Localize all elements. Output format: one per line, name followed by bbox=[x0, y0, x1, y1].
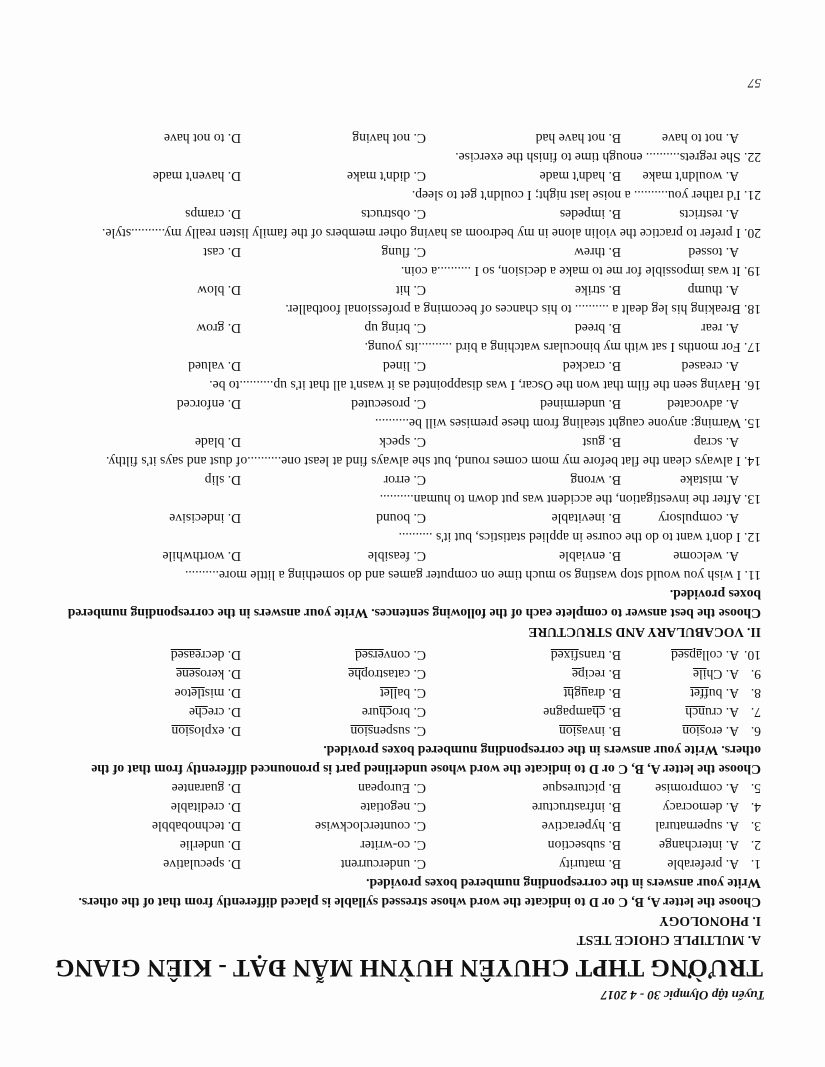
underlined-part: pe bbox=[571, 667, 585, 682]
option-text-before: D. decr bbox=[200, 648, 241, 663]
question-number: 9. bbox=[750, 667, 761, 682]
option-a bbox=[621, 722, 739, 741]
question-stem: 14. I always clean the flat before my mom comes round, but she always find at least one..........of dust and says it's filthy. bbox=[105, 454, 761, 469]
question-options bbox=[61, 243, 761, 262]
question-options bbox=[61, 798, 739, 817]
option-text-before: C. bro bbox=[392, 705, 426, 720]
stress-question-list bbox=[61, 779, 761, 874]
question-number: 5. bbox=[750, 781, 761, 796]
underlined-part: sion bbox=[682, 724, 706, 739]
underlined-part: ch bbox=[194, 705, 208, 720]
option-d bbox=[61, 703, 241, 722]
option-d: D. to not have bbox=[163, 131, 241, 146]
vocabulary-question bbox=[61, 319, 761, 357]
question-options bbox=[61, 167, 761, 186]
option-text-before: C. ba bbox=[397, 686, 426, 701]
option-b: B. not have had bbox=[535, 131, 621, 146]
option-text-before: B. dra bbox=[587, 686, 621, 701]
option-a: A. restricts bbox=[679, 207, 739, 222]
option-b: B. threw bbox=[574, 245, 621, 260]
option-b: B. inevitable bbox=[551, 511, 621, 526]
option-text-before: A. coll bbox=[702, 648, 739, 663]
option-d: D. haven't made bbox=[152, 169, 241, 184]
option-a: A. advocated bbox=[667, 397, 739, 412]
vocabulary-title: II. VOCABULARY AND STRUCTURE bbox=[528, 625, 761, 640]
option-b: B. impedes bbox=[559, 207, 621, 222]
question-options bbox=[61, 509, 761, 528]
option-c: C. not having bbox=[352, 131, 426, 146]
question-number: 10. bbox=[744, 648, 761, 663]
underlined-part: ch bbox=[379, 705, 393, 720]
option-text-before: D. cre bbox=[207, 705, 241, 720]
option-b: B. breed bbox=[574, 321, 621, 336]
question-options bbox=[61, 547, 761, 566]
option-c bbox=[241, 722, 426, 741]
option-b bbox=[426, 684, 621, 703]
pronunciation-instructions: Choose the letter A, B, C or D to indicate the word whose underlined part is pronounced differently from that of the others. Write your answers in the corresponding numbered boxes provided. bbox=[91, 743, 761, 777]
option-d: D. indecisive bbox=[169, 511, 241, 526]
option-text-before: A. ero bbox=[705, 724, 739, 739]
page-number: 57 bbox=[748, 76, 761, 91]
vocabulary-question bbox=[61, 357, 761, 395]
question-options bbox=[61, 357, 761, 376]
question-stem: 17. For months I sat with my binoculars watching a bird ..........its young. bbox=[364, 340, 761, 355]
pronunciation-question bbox=[61, 722, 761, 741]
option-b bbox=[426, 722, 621, 741]
option-text-before: D. mis bbox=[204, 686, 241, 701]
question-options bbox=[61, 433, 761, 452]
option-d: D. slip bbox=[204, 473, 241, 488]
vocabulary-question bbox=[61, 433, 761, 471]
underlined-part: ile bbox=[692, 667, 707, 682]
option-text-before: D. kero bbox=[200, 667, 241, 682]
underlined-part: sion bbox=[350, 724, 374, 739]
option-b: B. maturity bbox=[559, 857, 621, 872]
option-d: D. creditable bbox=[170, 800, 241, 815]
option-d: D. guarantee bbox=[171, 781, 241, 796]
option-c: C. counterclockwise bbox=[315, 819, 426, 834]
pronunciation-question bbox=[61, 684, 761, 703]
option-b: B. hyperactive bbox=[541, 819, 621, 834]
option-text-after: e bbox=[188, 705, 195, 720]
option-c bbox=[241, 703, 426, 722]
question-options bbox=[61, 684, 739, 703]
option-c: C. prosecuted bbox=[351, 397, 426, 412]
question-number: 3. bbox=[750, 819, 761, 834]
option-text-before: C. suspen bbox=[373, 724, 426, 739]
question-number: 2. bbox=[750, 838, 761, 853]
option-a: A. thump bbox=[687, 283, 739, 298]
option-a: A. wouldn't make bbox=[642, 169, 739, 184]
option-text-before: B. inva bbox=[581, 724, 621, 739]
option-a: A. compulsory bbox=[658, 511, 739, 526]
option-text-before: C. conv bbox=[383, 648, 426, 663]
option-b: B. subsection bbox=[547, 838, 621, 853]
option-a: A. tossed bbox=[688, 245, 739, 260]
vocabulary-question bbox=[61, 547, 761, 585]
option-b: B. hadn't made bbox=[539, 169, 621, 184]
question-options bbox=[61, 817, 739, 836]
vocabulary-question bbox=[61, 205, 761, 243]
option-c: C. bring up bbox=[364, 321, 426, 336]
option-c: C. feasible bbox=[367, 549, 426, 564]
option-b: B. strike bbox=[574, 283, 621, 298]
option-b: B. cracked bbox=[562, 359, 621, 374]
vocabulary-question bbox=[61, 509, 761, 547]
option-d: D. cramps bbox=[185, 207, 241, 222]
option-a: A. preferable bbox=[667, 857, 739, 872]
option-c: C. bound bbox=[376, 511, 426, 526]
option-d bbox=[61, 646, 241, 665]
question-options bbox=[61, 319, 761, 338]
underlined-part: ffet bbox=[690, 686, 709, 701]
option-c: C. co-writer bbox=[360, 838, 426, 853]
question-options bbox=[61, 703, 739, 722]
underlined-part: llet bbox=[379, 686, 398, 701]
option-c: C. obstructs bbox=[361, 207, 426, 222]
part-a-title: A. MULTIPLE CHOICE TEST bbox=[576, 933, 761, 948]
question-number: 4. bbox=[750, 800, 761, 815]
option-c: C. European bbox=[358, 781, 426, 796]
pronunciation-question bbox=[61, 665, 761, 684]
option-d: D. worthwhile bbox=[162, 549, 241, 564]
question-options bbox=[61, 205, 761, 224]
option-b: B. infrastructure bbox=[531, 800, 621, 815]
underlined-part: fixed bbox=[550, 648, 579, 663]
underlined-part: tle bbox=[191, 686, 205, 701]
question-options bbox=[61, 281, 761, 300]
option-d: D. technobabble bbox=[151, 819, 241, 834]
question-stem: 13. After the investigation, the accident was put down to human.......... bbox=[379, 492, 761, 507]
option-c: C. error bbox=[383, 473, 426, 488]
underlined-part: eased bbox=[170, 648, 201, 663]
option-a bbox=[621, 684, 739, 703]
stress-question bbox=[61, 855, 761, 874]
option-d: D. speculative bbox=[163, 857, 241, 872]
stress-question bbox=[61, 798, 761, 817]
option-text-before: A. bu bbox=[708, 686, 739, 701]
phonology-title: I. PHONOLOGY bbox=[659, 914, 761, 929]
question-options bbox=[61, 471, 761, 490]
option-a: A. welcome bbox=[673, 549, 739, 564]
vocabulary-question bbox=[61, 395, 761, 433]
option-d bbox=[61, 684, 241, 703]
question-number: 8. bbox=[750, 686, 761, 701]
option-text-before: B. reci bbox=[584, 667, 621, 682]
option-c bbox=[241, 665, 426, 684]
underlined-part: sion bbox=[171, 724, 195, 739]
underlined-part: nch bbox=[685, 705, 706, 720]
option-a: A. democracy bbox=[662, 800, 739, 815]
option-d bbox=[61, 722, 241, 741]
vocabulary-question-list bbox=[61, 129, 761, 585]
option-b: B. gust bbox=[582, 435, 621, 450]
option-b: B. picturesque bbox=[542, 781, 621, 796]
option-b bbox=[426, 665, 621, 684]
underlined-part: ch bbox=[592, 705, 606, 720]
option-text-before: D. explo bbox=[194, 724, 241, 739]
option-d: D. blade bbox=[194, 435, 241, 450]
underlined-part: ersed bbox=[355, 648, 384, 663]
pronunciation-question-list bbox=[61, 646, 761, 741]
question-number: 6. bbox=[750, 724, 761, 739]
question-stem: 11. I wish you would stop wasting so much time on computer games and do something a little more.......... bbox=[184, 568, 761, 583]
question-stem: 21. I'd rather you.......... a noise last night; I couldn't get to sleep. bbox=[411, 188, 761, 203]
vocabulary-question bbox=[61, 243, 761, 281]
question-options bbox=[61, 646, 739, 665]
underlined-part: apsed bbox=[671, 648, 702, 663]
question-number: 7. bbox=[750, 705, 761, 720]
page-content bbox=[54, 74, 765, 1005]
option-text-before: B. bbox=[605, 705, 621, 720]
option-text-before: A. Ch bbox=[706, 667, 739, 682]
option-a: A. not to have bbox=[661, 131, 739, 146]
stress-instructions: Choose the letter A, B, C or D to indicate the word whose stressed syllable is placed differently from that of the others. Write your answers in the corresponding numbered boxes provided. bbox=[78, 876, 761, 910]
option-d: D. valued bbox=[188, 359, 241, 374]
option-text-after: ure bbox=[361, 705, 380, 720]
option-b bbox=[426, 646, 621, 665]
option-b bbox=[426, 703, 621, 722]
pronunciation-question bbox=[61, 646, 761, 665]
option-a bbox=[621, 703, 739, 722]
option-a bbox=[621, 646, 739, 665]
stress-question bbox=[61, 836, 761, 855]
stress-question bbox=[61, 817, 761, 836]
option-c: C. negotiate bbox=[360, 800, 426, 815]
option-a: A. scrap bbox=[693, 435, 739, 450]
question-options bbox=[61, 836, 739, 855]
vocabulary-question bbox=[61, 281, 761, 319]
question-options bbox=[61, 779, 739, 798]
underlined-part: phe bbox=[348, 667, 368, 682]
option-a: A. supernatural bbox=[655, 819, 739, 834]
option-a: A. mistake bbox=[680, 473, 739, 488]
question-options bbox=[61, 855, 739, 874]
option-b: B. enviable bbox=[559, 549, 621, 564]
question-stem: 19. It was impossible for me to make a decision, so I ..........a coin. bbox=[400, 264, 761, 279]
option-c: C. speck bbox=[379, 435, 426, 450]
option-text-after: ampagne bbox=[543, 705, 593, 720]
question-stem: 20. I prefer to practice the violin alone in my bedroom as having other members of the family listen really my..........style. bbox=[102, 226, 761, 241]
vocabulary-question bbox=[61, 129, 761, 167]
question-stem: 18. Breaking his leg dealt a .......... to his chances of becoming a professional footballer. bbox=[285, 302, 761, 317]
pronunciation-question bbox=[61, 703, 761, 722]
stress-question bbox=[61, 779, 761, 798]
option-text-before: B. trans bbox=[578, 648, 621, 663]
question-options bbox=[61, 722, 739, 741]
option-d: D. enforced bbox=[176, 397, 241, 412]
vocabulary-question bbox=[61, 471, 761, 509]
question-stem: 12. I don't want to do the course in applied statistics, but it's .......... bbox=[398, 530, 761, 545]
option-a: A. creased bbox=[681, 359, 739, 374]
option-c: C. hit bbox=[395, 283, 426, 298]
question-options bbox=[61, 665, 739, 684]
option-text-after: toe bbox=[174, 686, 192, 701]
underlined-part: ught bbox=[563, 686, 588, 701]
option-c: C. lined bbox=[382, 359, 426, 374]
option-b: B. undermined bbox=[540, 397, 621, 412]
option-c: C. flung bbox=[381, 245, 426, 260]
option-text-before: C. catastro bbox=[367, 667, 426, 682]
option-c: C. didn't make bbox=[346, 169, 426, 184]
question-options bbox=[61, 395, 761, 414]
question-stem: 16. Having seen the film that won the Oscar, I was disappointed as it wasn't all that it's up..........to be. bbox=[209, 378, 761, 393]
school-title: TRƯỜNG THPT CHUYÊN HUỲNH MẪN ĐẠT - KIÊN GIANG bbox=[54, 954, 763, 981]
question-stem: 15. Warning: anyone caught stealing from these premises will be.......... bbox=[375, 416, 761, 431]
option-d bbox=[61, 665, 241, 684]
option-a: A. compromise bbox=[655, 781, 739, 796]
option-c bbox=[241, 684, 426, 703]
question-number: 1. bbox=[750, 857, 761, 872]
vocabulary-instructions: Choose the best answer to complete each of the following sentences. Write your answers in the corresponding numbered boxes provided. bbox=[67, 587, 761, 621]
question-options bbox=[61, 129, 761, 148]
option-a: A. rear bbox=[701, 321, 739, 336]
option-d: D. grow bbox=[196, 321, 241, 336]
vocabulary-question bbox=[61, 167, 761, 205]
option-d: D. underlie bbox=[179, 838, 241, 853]
option-a: A. interchange bbox=[658, 838, 739, 853]
underlined-part: sion bbox=[559, 724, 582, 739]
question-stem: 22. She regrets.......... enough time to finish the exercise. bbox=[455, 150, 761, 165]
option-text-before: A. cru bbox=[705, 705, 739, 720]
option-a bbox=[621, 665, 739, 684]
option-b: B. wrong bbox=[570, 473, 621, 488]
underlined-part: sene bbox=[176, 667, 201, 682]
option-c bbox=[241, 646, 426, 665]
running-head: Tuyển tập Olympic 30 - 4 2017 bbox=[600, 988, 765, 1003]
option-c: C. undercurrent bbox=[340, 857, 426, 872]
option-d: D. blow bbox=[197, 283, 241, 298]
option-d: D. cast bbox=[203, 245, 241, 260]
